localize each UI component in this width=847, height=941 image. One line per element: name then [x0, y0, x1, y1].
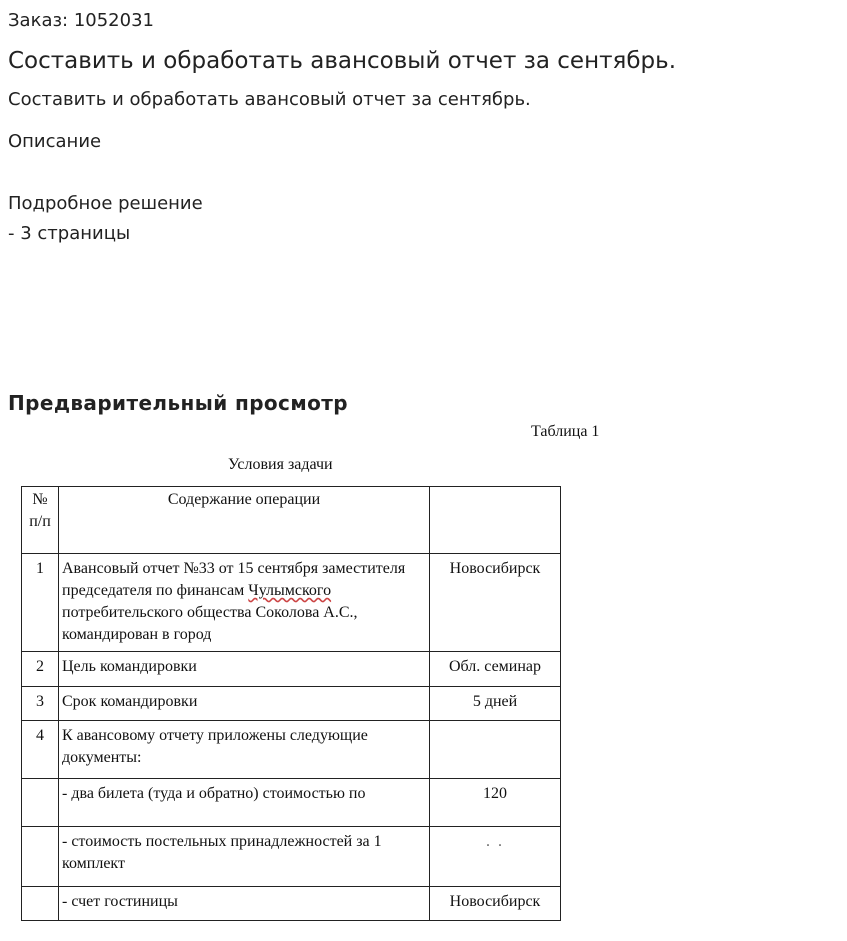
header-value-cell — [430, 487, 561, 554]
table-row — [22, 779, 561, 827]
row-number: 2 — [22, 652, 59, 687]
row-value: Новосибирск — [430, 554, 561, 652]
table-subcaption: Условия задачи — [228, 456, 333, 473]
spellcheck-marked-word: Чулымского — [248, 582, 332, 599]
row-number — [22, 779, 59, 827]
table-caption: Таблица 1 — [531, 423, 600, 440]
row-content: - счет гостиницы — [59, 887, 430, 921]
row-content-part: Авансовый отчет №33 от 15 сентября заместителя председателя по финансам — [62, 560, 406, 599]
conditions-table — [21, 486, 561, 921]
row-content: - стоимость постельных принадлежностей за 1 комплект — [59, 827, 430, 887]
row-number — [22, 887, 59, 921]
header-number-cell — [22, 487, 59, 554]
solution-label: Подробное решение — [8, 193, 203, 214]
row-value — [430, 721, 561, 779]
row-number: 3 — [22, 687, 59, 721]
description-heading: Описание — [8, 131, 102, 152]
row-content: Цель командировки — [59, 652, 430, 687]
row-value: 120 — [430, 779, 561, 827]
order-number: Заказ: 1052031 — [8, 10, 154, 31]
table-row — [22, 652, 561, 687]
table-row — [22, 887, 561, 921]
row-content-part: потребительского общества Соколова А.С., командирован в город — [62, 604, 358, 643]
table-header-row — [22, 487, 561, 554]
header-content-cell: Содержание операции — [59, 487, 430, 554]
table-row — [22, 721, 561, 779]
preview-heading: Предварительный просмотр — [8, 391, 348, 415]
row-content: - два билета (туда и обратно) стоимостью по — [59, 779, 430, 827]
row-number: 1 — [22, 554, 59, 652]
document-preview — [0, 418, 847, 941]
page-subtitle: Составить и обработать авансовый отчет за сентябрь. — [8, 89, 531, 110]
row-value: . . — [430, 827, 561, 887]
table-row — [22, 687, 561, 721]
table-row — [22, 554, 561, 652]
row-value: 5 дней — [430, 687, 561, 721]
solution-pages: - 3 страницы — [8, 223, 131, 244]
row-value: Обл. семинар — [430, 652, 561, 687]
row-content: Срок командировки — [59, 687, 430, 721]
row-number: 4 — [22, 721, 59, 779]
row-value: Новосибирск — [430, 887, 561, 921]
header-number-abbrev: п/п — [29, 513, 51, 530]
row-number — [22, 827, 59, 887]
page-title: Составить и обработать авансовый отчет за сентябрь. — [8, 48, 676, 74]
row-content — [59, 554, 430, 652]
row-content: К авансовому отчету приложены следующие документы: — [59, 721, 430, 779]
table-row — [22, 827, 561, 887]
header-number-sign: № — [32, 491, 48, 508]
